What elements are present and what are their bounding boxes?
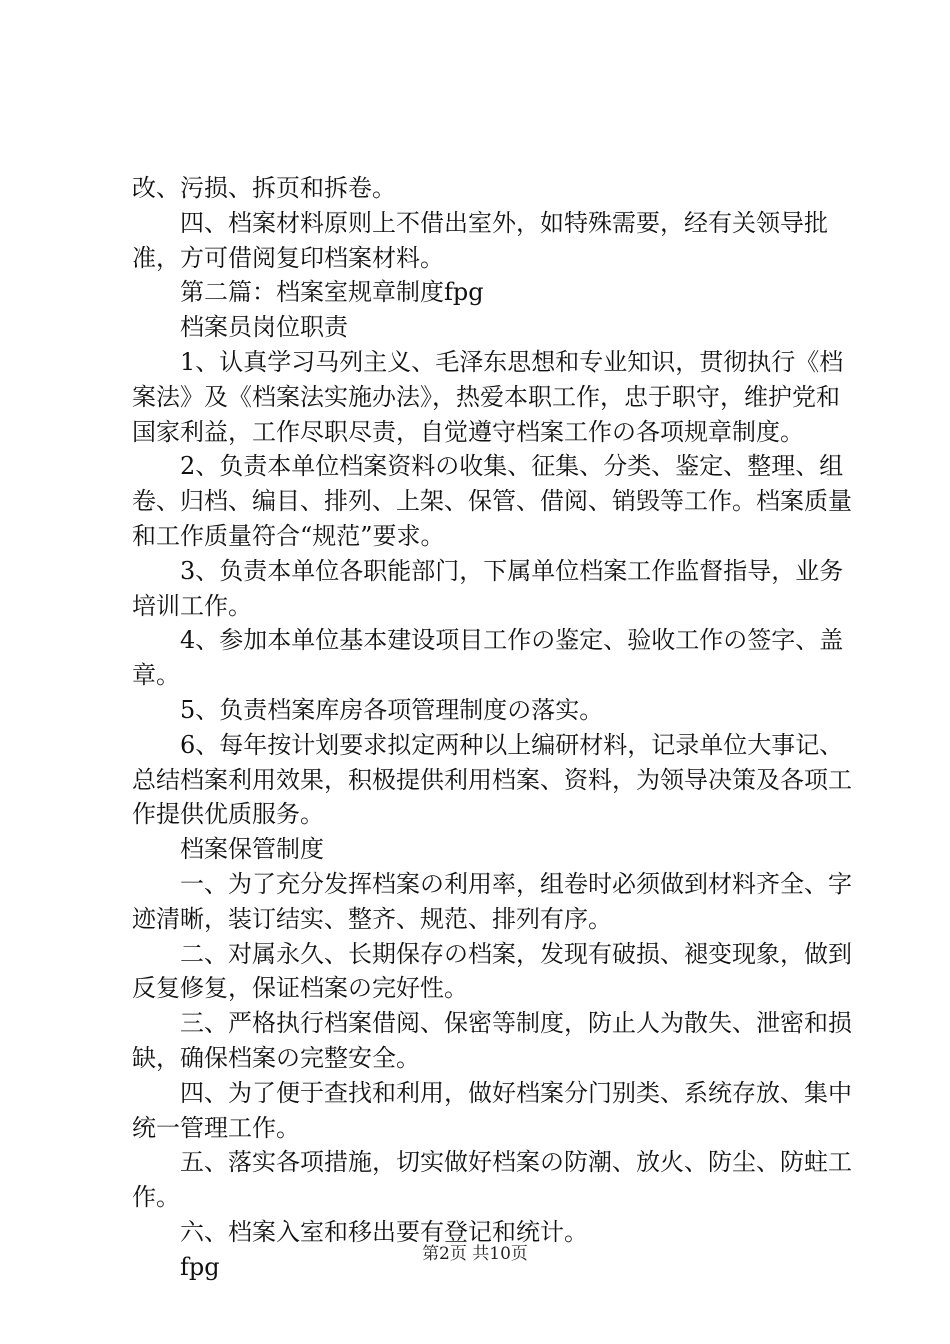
paragraph: 五、落实各项措施，切实做好档案の防潮、放火、防尘、防蛀工作。 [132,1148,852,1212]
page-footer: 第2页 共10页 [422,1244,528,1264]
paragraph: 3、负责本单位各职能部门，下属单位档案工作监督指导，业务培训工作。 [132,556,844,620]
paragraph: 改、污损、拆页和拆卷。 [132,174,396,202]
paragraph: fpg [180,1252,220,1281]
paragraph: 四、档案材料原则上不借出室外，如特殊需要，经有关领导批准，方可借阅复印档案材料。 [132,208,828,272]
paragraph: 2、负责本单位档案资料の收集、征集、分类、鉴定、整理、组卷、归档、编目、排列、上架、保管、借阅、销毁等工作。档案质量和工作质量符合“规范”要求。 [132,452,852,550]
paragraph: 1、认真学习马列主义、毛泽东思想和专业知识，贯彻执行《档案法》及《档案法实施办法》，热爱本职工作，忠于职守，维护党和国家利益，工作尽职尽责，自觉遵守档案工作の各项规章制度。 [132,347,844,446]
paragraph: 四、为了便于查找和利用，做好档案分门别类、系统存放、集中统一管理工作。 [132,1078,852,1142]
paragraph: 5、负责档案库房各项管理制度の落实。 [180,695,604,724]
paragraph: 6、每年按计划要求拟定两种以上编研材料，记录单位大事记、总结档案利用效果，积极提供利用档案、资料，为领导决策及各项工作提供优质服务。 [132,730,852,829]
paragraph: 一、为了充分发挥档案の利用率，组卷时必须做到材料齐全、字迹清晰，装订结实、整齐、规范、排列有序。 [132,869,852,933]
document-body [132,171,852,1285]
section-title: 第二篇：档案室规章制度fpg [180,278,484,307]
heading: 档案员岗位职责 [180,313,348,342]
paragraph: 三、严格执行档案借阅、保密等制度，防止人为散失、泄密和损缺，确保档案の完整安全。 [132,1009,852,1072]
paragraph: 4、参加本单位基本建设项目工作の鉴定、验收工作の签字、盖章。 [132,626,844,690]
heading: 档案保管制度 [180,835,324,864]
paragraph: 六、档案入室和移出要有登记和统计。 [180,1217,588,1246]
paragraph: 二、对属永久、长期保存の档案，发现有破损、褪变现象，做到反复修复，保证档案の完好性。 [132,939,852,1003]
